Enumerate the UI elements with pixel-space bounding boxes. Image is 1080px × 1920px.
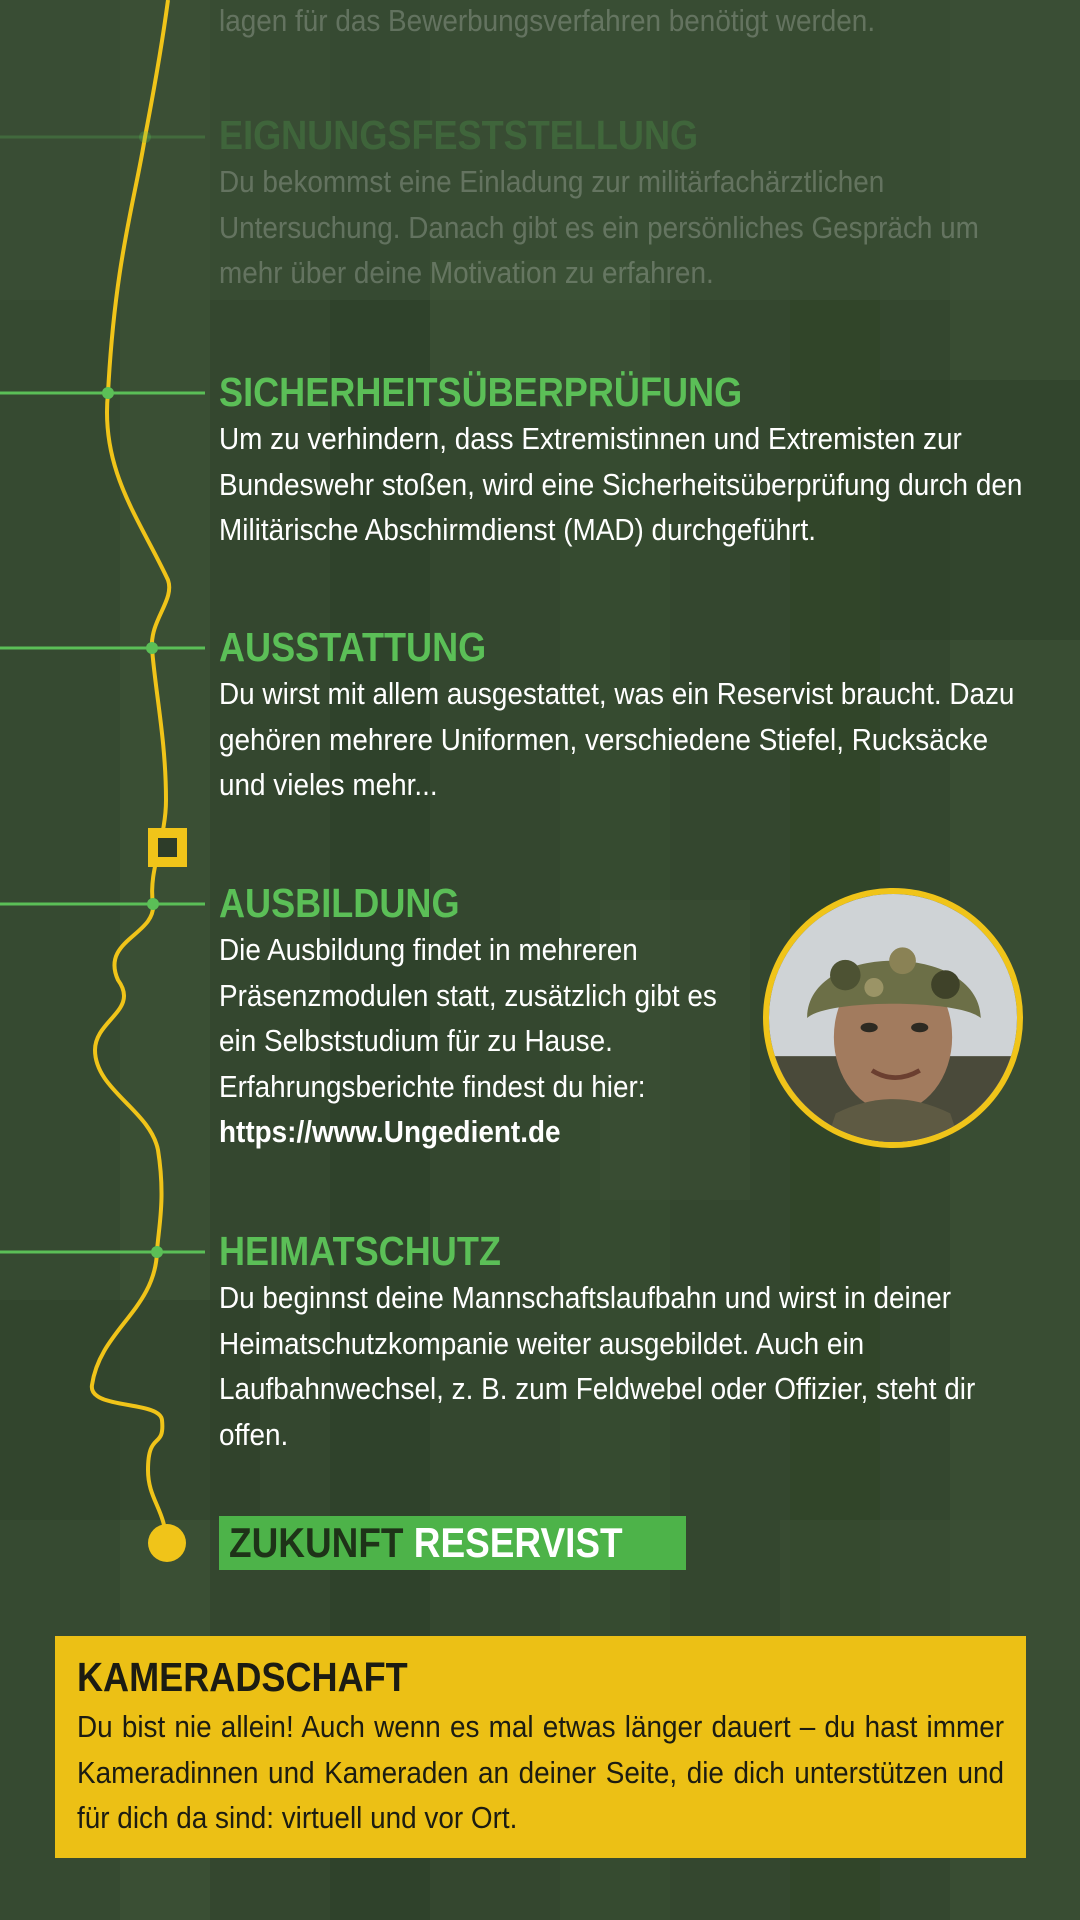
step-eignungsfeststellung — [219, 113, 1039, 296]
step-text: Du bekommst eine Einladung zur militärfachärztlichen Untersuchung. Danach gibt es ein persönliches Gespräch um mehr über deine Motivation zu erfahren. — [219, 164, 979, 290]
box-title: KAMERADSCHAFT — [77, 1654, 408, 1700]
soldier-portrait-icon — [763, 888, 1023, 1148]
step-ausstattung — [219, 625, 1039, 808]
future-label-dark: ZUKUNFT — [229, 1519, 404, 1566]
step-heimatschutz — [219, 1229, 1039, 1457]
step-title: HEIMATSCHUTZ — [219, 1228, 501, 1274]
timeline-node — [146, 642, 158, 654]
step-intro — [219, 0, 1039, 44]
timeline-node — [147, 898, 159, 910]
step-title: AUSSTATTUNG — [219, 624, 487, 670]
future-badge — [219, 1516, 686, 1570]
timeline-node — [151, 1246, 163, 1258]
step-text: Du wirst mit allem ausgestattet, was ein Reservist braucht. Dazu gehören mehrere Uniformen, verschiedene Stiefel, Rucksäcke und vieles mehr... — [219, 676, 1015, 802]
step-text: Um zu verhindern, dass Extremistinnen und Extremisten zur Bundeswehr stoßen, wird eine Sicherheitsüberprüfung durch den Militärische Abschirmdienst (MAD) durchgeführt. — [219, 421, 1023, 547]
step-text: lagen für das Bewerbungsverfahren benötigt werden. — [219, 3, 876, 38]
step-title: EIGNUNGSFESTSTELLUNG — [219, 112, 699, 158]
square-marker-icon — [148, 828, 187, 867]
timeline-path — [92, 0, 169, 1543]
timeline-node — [102, 387, 114, 399]
ungedient-link[interactable]: https://www.Ungedient.de — [219, 1114, 561, 1149]
future-label-light: RESERVIST — [413, 1519, 623, 1566]
step-sicherheitsueberpruefung — [219, 370, 1039, 553]
connector-lines — [0, 137, 205, 1252]
kameradschaft-box — [55, 1636, 1026, 1858]
step-ausbildung — [219, 881, 759, 1155]
box-text: Du bist nie allein! Auch wenn es mal etwas länger dauert – du hast immer Kameradinnen und Kameraden an deiner Seite, die dich unterstützen und für dich da sind: virtuell und vor Ort. — [77, 1709, 1004, 1835]
step-title: SICHERHEITSÜBERPRÜFUNG — [219, 369, 743, 415]
end-dot-icon — [148, 1524, 186, 1562]
timeline-node — [139, 131, 151, 143]
step-text: Du beginnst deine Mannschaftslaufbahn und wirst in deiner Heimatschutzkompanie weiter ausgebildet. Auch ein Laufbahnwechsel, z. B. zum Feldwebel oder Offizier, steht dir offen. — [219, 1280, 976, 1452]
step-text-body: Die Ausbildung findet in mehreren Präsenzmodulen statt, zusätzlich gibt es ein Selbststudium für zu Hause. Erfahrungsberichte findest du hier: — [219, 932, 717, 1104]
step-text — [219, 927, 723, 1155]
step-title: AUSBILDUNG — [219, 880, 460, 926]
